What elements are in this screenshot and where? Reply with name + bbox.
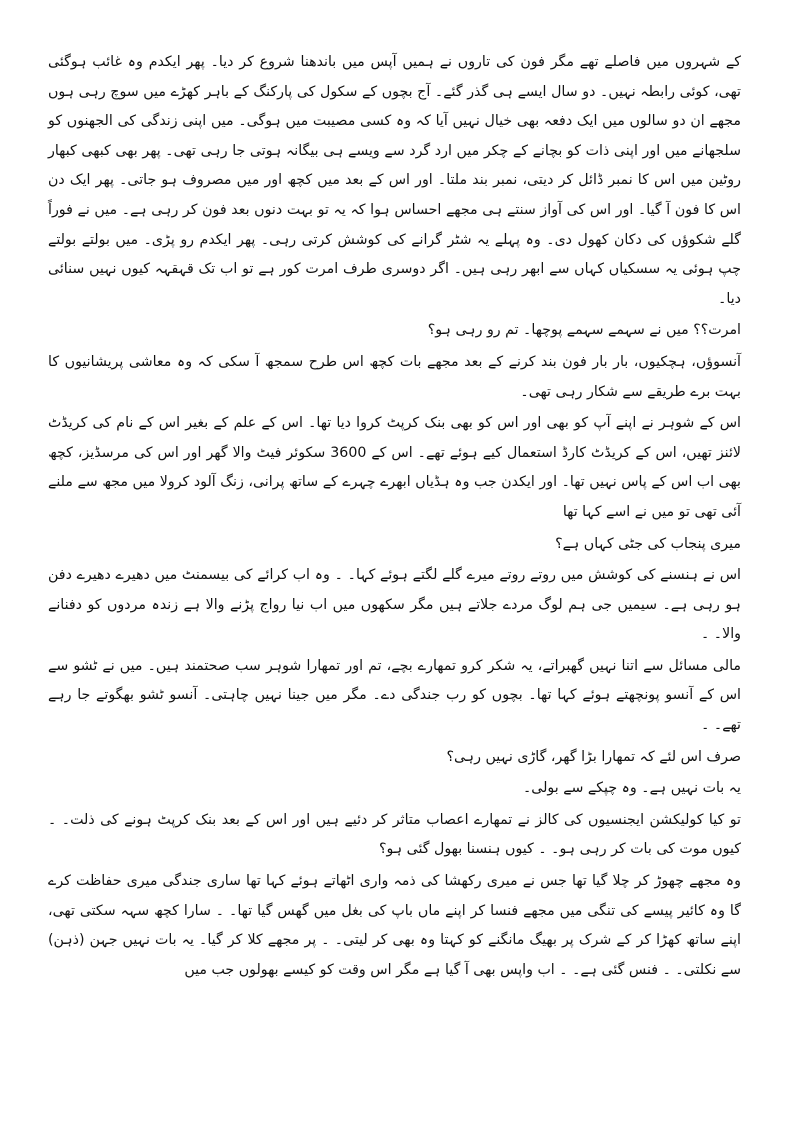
paragraph-big-house: صرف اس لئے کہ تمھارا بڑا گھر، گاڑی نہیں رہی؟: [446, 748, 741, 765]
document-page: [48, 48, 741, 985]
paragraph-collection-agencies: تو کیا کولیکشن ایجنسیوں کی کالز نے تمھارے اعصاب متاثر کر دئیے ہیں اور اس کے بعد بنک کرپٹ ہونے کی ذلت۔ ۔ کیوں موت کی بات کر رہی ہو۔ ۔ کیوں ہنسنا بھول گئی ہو؟: [48, 811, 741, 858]
paragraph-question-amrit: امرت؟؟ میں نے سہمے سہمے پوچھا۔ تم رو رہی ہو؟: [427, 322, 741, 339]
paragraph-financial-issues: مالی مسائل سے اتنا نہیں گھبراتے، یہ شکر کرو تمھارے بچے، تم اور تمھارا شوہر سب صحتمند ہیں۔ میں نے ٹشو سے اس کے آنسو پونچھتے ہوئے کہا تھا۔ بچوں کو رب جندگی دے۔ مگر میں جینا نہیں چاہتی۔ آنسو ٹشو بھگوتے جا رہے تھے۔ ۔: [48, 657, 741, 734]
paragraph-opening: کے شہروں میں فاصلے تھے مگر فون کی تاروں نے ہمیں آپس میں باندھنا شروع کر دیا۔ پھر ایکدم وہ غائب ہوگئی تھی، کوئی رابطہ نہیں۔ دو سال ایسے ہی گذر گئے۔ آج بچوں کے سکول کی پارکنگ کے باہر کھڑے میں سوچ رہی ہوں مجھے ان دو سالوں میں ایک دفعہ بھی خیال نہیں آیا کہ وہ کسی مصیبت میں ہوگی۔ میں اپنی زندگی کی الجھنوں کو سلجھانے میں اور اپنی ذات کو بچانے کے چکر میں ارد گرد سے ویسے ہی بیگانہ ہوتی جا رہی تھی۔ پھر بھی کبھی کبھار روٹین میں اس کا نمبر ڈائل کر دیتی، نمبر بند ملتا۔ اور اس کے بعد میں کچھ اور میں مصروف ہو جاتی۔ پھر ایک دن اس کا فون آ گیا۔ اور اس کی آواز سنتے ہی مجھے احساس ہوا کہ یہ تو بہت دنوں بعد فون کر رہی ہے۔ میں نے فوراً گلے شکوؤں کی دکان کھول دی۔ وہ پہلے یہ شٹر گرانے کی کوشش کرتی رہی۔ پھر ایکدم رو پڑی۔ میں بولتے بولتے چپ ہوئی یہ سسکیاں کہاں سے ابھر رہی ہیں۔ اگر دوسری طرف امرت کور ہے تو اب تک قہقہہ کیوں نہیں سنائی دیا۔: [48, 54, 741, 307]
paragraph-basement: اس نے ہنسنے کی کوشش میں روتے روتے میرے گلے لگتے ہوئے کہا۔ ۔ وہ اب کرائے کی بیسمنٹ میں دھیرے دھیرے دفن ہو رہی ہے۔ سیمیں جی ہم لوگ مردے جلاتے ہیں مگر سکھوں میں اب نیا رواج پڑنے والا ہے زندہ مردوں کو دفنانے والا۔ ۔: [48, 567, 741, 643]
paragraph-left-me: وہ مجھے چھوڑ کر چلا گیا تھا جس نے میری رکھشا کی ذمہ واری اٹھاتے ہوئے کہا تھا ساری جندگی میری حفاظت کرے گا وہ کائیر پیسے کی تنگی میں مجھے فنسا کر اپنے ماں باپ کی بغل میں گھس گیا تھا۔ ۔ سارا کچھ سہہ سکتی تھی، اپنے ساتھ کھڑا کر کے شرک پر بھیگ مانگنے کو کہتا وہ بھی کر لیتی۔ ۔ پر مجھے کلا کر گیا۔ یہ بات نہیں جہن (ذہن) سے نکلتی۔ ۔ فنس گئی ہے۔ ۔ اب واپس بھی آ گیا ہے مگر اس وقت کو کیسے بھولوں جب میں: [48, 873, 741, 978]
paragraph-tears: آنسوؤں، ہچکیوں، بار بار فون بند کرنے کے بعد مجھے بات کچھ اس طرح سمجھ آ سکی کہ وہ معاشی پریشانیوں کا بہت برے طریقے سے شکار رہی تھی۔: [48, 353, 741, 400]
paragraph-not-that: یہ بات نہیں ہے۔ وہ چپکے سے بولی۔: [522, 780, 741, 797]
paragraph-punjab-question: میری پنجاب کی جٹی کہاں ہے؟: [555, 535, 741, 552]
paragraph-bankruptcy: اس کے شوہر نے اپنے آپ کو بھی اور اس کو بھی بنک کرپٹ کروا دیا تھا۔ اس کے علم کے بغیر اس کے نام کی کریڈٹ لائنز تھیں، اس کے کریڈٹ کارڈ استعمال کیے ہوئے تھے۔ اس کے 3600 سکوئر فیٹ والا گھر اور اس کی مرسڈیز، کچھ بھی اب اس کے پاس نہیں تھا۔ اور ایکدن جب وہ ہڈیاں ابھرے چہرے کے ساتھ پرانی، زنگ آلود کرولا میں مجھ سے ملنے آئی تھی تو میں نے اسے کہا تھا: [48, 415, 741, 520]
